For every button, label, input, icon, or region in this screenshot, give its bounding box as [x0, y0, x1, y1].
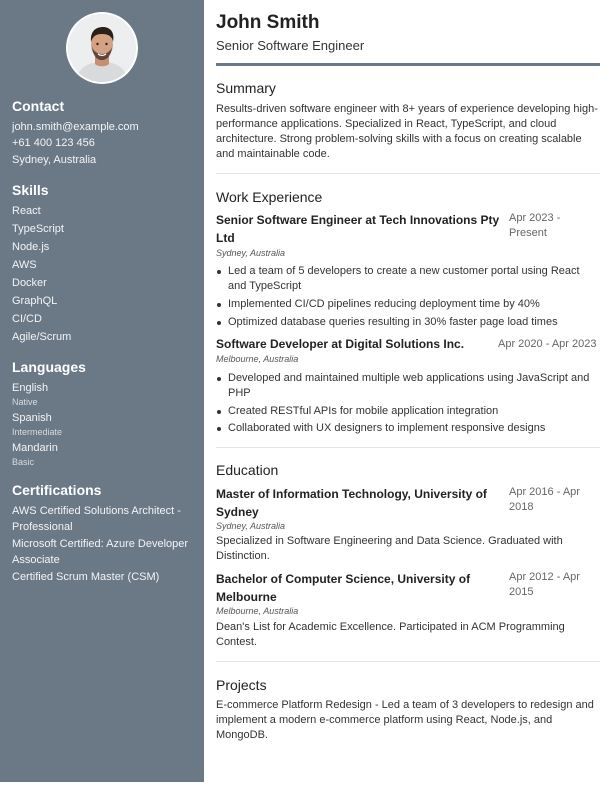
- skill-item: React: [12, 205, 41, 217]
- bullet-dot: [217, 427, 221, 431]
- job-bullet: [216, 264, 600, 294]
- education-location: Sydney, Australia: [216, 521, 286, 531]
- job-title: Software Developer at Digital Solutions Inc.: [216, 337, 465, 351]
- skill-item: CI/CD: [12, 313, 42, 325]
- bullet-text: Optimized database queries resulting in 30% faster page load times: [228, 316, 558, 328]
- job-title: Senior Software Engineer at Tech Innovations Pty Ltd: [216, 213, 500, 245]
- contact-location: Sydney, Australia: [12, 154, 97, 166]
- bullet-text: Led a team of 5 developers to create a new customer portal using React and TypeScript: [228, 265, 580, 292]
- bullet-dot: [217, 303, 221, 307]
- certification-line: AWS Certified Solutions Architect -: [12, 505, 181, 517]
- job-dates: Apr 2023 - Present: [509, 212, 561, 239]
- summary-text: Results-driven software engineer with 8+ years of experience developing high-performance applications. Specialized in React, TypeScript, and cloud architecture. Strong problem-solving skills with a focus on creating scalable and maintainable code.: [216, 103, 598, 160]
- education-dates: Apr 2016 - Apr 2018: [509, 486, 580, 513]
- skill-item: AWS: [12, 259, 37, 271]
- section-divider: [216, 661, 600, 662]
- candidate-name: John Smith: [216, 12, 320, 33]
- language-name: English: [12, 382, 49, 394]
- sidebar: [0, 0, 204, 782]
- bullet-text: Collaborated with UX designers to implement responsive designs: [228, 422, 546, 434]
- certification-line: Associate: [12, 554, 60, 566]
- bullet-dot: [217, 410, 221, 414]
- section-divider: [216, 447, 600, 448]
- skills-heading: Skills: [12, 182, 49, 198]
- job-bullet: [216, 371, 600, 401]
- contact-phone[interactable]: +61 400 123 456: [12, 137, 95, 149]
- language-level: Native: [12, 397, 38, 407]
- contact-email[interactable]: john.smith@example.com: [12, 121, 139, 133]
- bullet-dot: [217, 321, 221, 325]
- language-level: Basic: [12, 457, 35, 467]
- language-level: Intermediate: [12, 427, 63, 437]
- candidate-title: Senior Software Engineer: [216, 38, 365, 53]
- certification-line: Professional: [12, 521, 73, 533]
- summary-heading: Summary: [216, 80, 276, 96]
- job-bullet: [216, 421, 600, 436]
- skill-item: Docker: [12, 277, 47, 289]
- profile-photo: [66, 12, 138, 84]
- certification-line: Certified Scrum Master (CSM): [12, 571, 160, 583]
- certifications-heading: Certifications: [12, 482, 102, 498]
- job-location: Melbourne, Australia: [216, 354, 299, 364]
- certification-line: Microsoft Certified: Azure Developer: [12, 538, 189, 550]
- header-divider: [216, 63, 600, 66]
- experience-heading: Work Experience: [216, 189, 323, 205]
- bullet-text: Implemented CI/CD pipelines reducing deployment time by 40%: [228, 298, 540, 310]
- education-note: Dean's List for Academic Excellence. Participated in ACM Programming Contest.: [216, 621, 565, 648]
- skill-item: Agile/Scrum: [12, 331, 72, 343]
- section-divider: [216, 173, 600, 174]
- contact-heading: Contact: [12, 98, 65, 114]
- skill-item: GraphQL: [12, 295, 58, 307]
- bullet-dot: [217, 270, 221, 274]
- projects-heading: Projects: [216, 677, 267, 693]
- bullet-text: Developed and maintained multiple web applications using JavaScript and PHP: [228, 372, 590, 399]
- education-degree: Master of Information Technology, University of Sydney: [216, 487, 487, 519]
- education-degree: Bachelor of Computer Science, University of Melbourne: [216, 572, 471, 604]
- job-bullet: [216, 315, 600, 330]
- languages-heading: Languages: [12, 359, 86, 375]
- education-location: Melbourne, Australia: [216, 606, 299, 616]
- avatar-portrait: [68, 14, 136, 82]
- education-heading: Education: [216, 462, 279, 478]
- job-location: Sydney, Australia: [216, 248, 286, 258]
- job-bullet: [216, 404, 600, 419]
- skill-item: Node.js: [12, 241, 50, 253]
- skill-item: TypeScript: [12, 223, 64, 235]
- job-dates: Apr 2020 - Apr 2023: [498, 338, 597, 350]
- education-note: Specialized in Software Engineering and Data Science. Graduated with Distinction.: [216, 535, 563, 562]
- bullet-text: Created RESTful APIs for mobile application integration: [228, 405, 499, 417]
- job-bullet: [216, 297, 600, 312]
- bullet-dot: [217, 377, 221, 381]
- education-dates: Apr 2012 - Apr 2015: [509, 571, 580, 598]
- language-name: Mandarin: [12, 442, 58, 454]
- language-name: Spanish: [12, 412, 52, 424]
- projects-text: E-commerce Platform Redesign - Led a team of 3 developers to redesign and implement a modern e-commerce platform using React, Node.js, and MongoDB.: [216, 699, 594, 741]
